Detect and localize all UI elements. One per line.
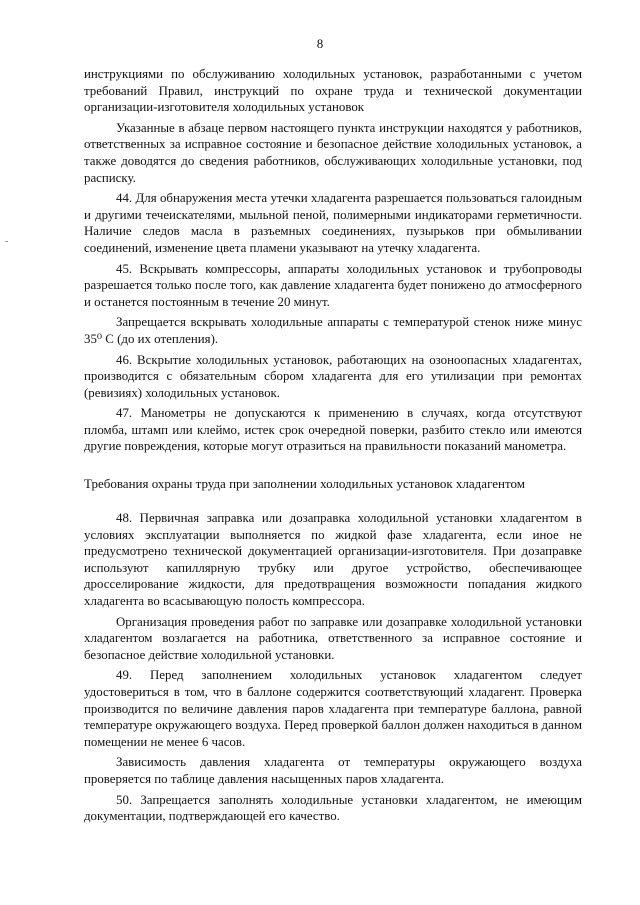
paragraph-item-50: 50. Запрещается заполнять холодильные установки хладагентом, не имеющим документации, подтверждающей его качество.	[84, 792, 582, 824]
paragraph: Указанные в абзаце первом настоящего пункта инструкции находятся у работников, ответственных за исправное состояние и безопасное действие холодильных установок, а также доводятся до сведения работников, обслуживающих холодильные установки, под расписку.	[84, 120, 582, 185]
paragraph-item-47: 47. Манометры не допускаются к применению в случаях, когда отсутствуют пломба, штамп или клеймо, истек срок очередной поверки, разбито стекло или имеются другие повреждения, которые могут отразиться на правильности показаний манометра.	[84, 406, 582, 454]
margin-mark: -	[5, 236, 9, 247]
document-body	[84, 66, 582, 829]
paragraph-item-49: 49. Перед заполнением холодильных установок хладагентом следует удостовериться в том, что в баллоне содержится соответствующий хладагент. Проверка производится по величине давления паров хладагента при температуре баллона, равной температуре окружающего воздуха. Перед проверкой баллон должен находиться в данном помещении не менее 6 часов.	[84, 668, 582, 749]
paragraph: инструкциями по обслуживанию холодильных установок, разработанными с учетом требований Правил, инструкций по охране труда и технической документации организации-изготовителя холодильных установок	[84, 67, 582, 115]
paragraph-item-45: 45. Вскрывать компрессоры, аппараты холодильных установок и трубопроводы разрешается только после того, как давление хладагента будет понижено до атмосферного и останется постоянным в течение 20 минут.	[84, 261, 582, 309]
paragraph-item-44: 44. Для обнаружения места утечки хладагента разрешается пользоваться галоидным и другими течеискателями, мыльной пеной, полимерными индикаторами герметичности. Наличие следов масла в разъемных соединениях, пузырьков при обмыливании соединений, изменение цвета пламени указывают на утечку хладагента.	[84, 191, 582, 255]
paragraph-item-48: 48. Первичная заправка или дозаправка холодильной установки хладагентом в условиях эксплуатации выполняется по жидкой фазе хладагента, если иное не предусмотрено технической документацией организации-изготовителя. При дозаправке используют капиллярную трубку или другое устройство, обеспечивающее дросселирование жидкости, для предотвращения возможности попадания жидкого хладагента во всасывающую полость компрессора.	[84, 511, 582, 609]
paragraph: Запрещается вскрывать холодильные аппараты с температурой стенок ниже минус 35⁰ С (до их отепления).	[84, 315, 582, 346]
paragraph: Зависимость давления хладагента от температуры окружающего воздуха проверяется по таблице давления насыщенных паров хладагента.	[84, 755, 582, 786]
section-heading: Требования охраны труда при заполнении холодильных установок хладагентом	[84, 476, 525, 492]
paragraph-item-46: 46. Вскрытие холодильных установок, работающих на озоноопасных хладагентах, производится с обязательным сбором хладагента для его утилизации при ремонтах (ревизиях) холодильных установок.	[84, 352, 582, 400]
page-number: 8	[316, 36, 324, 51]
paragraph: Организация проведения работ по заправке или дозаправке холодильной установки хладагентом возлагается на работника, ответственного за исправное состояние и безопасное действие холодильной установки.	[84, 614, 582, 662]
